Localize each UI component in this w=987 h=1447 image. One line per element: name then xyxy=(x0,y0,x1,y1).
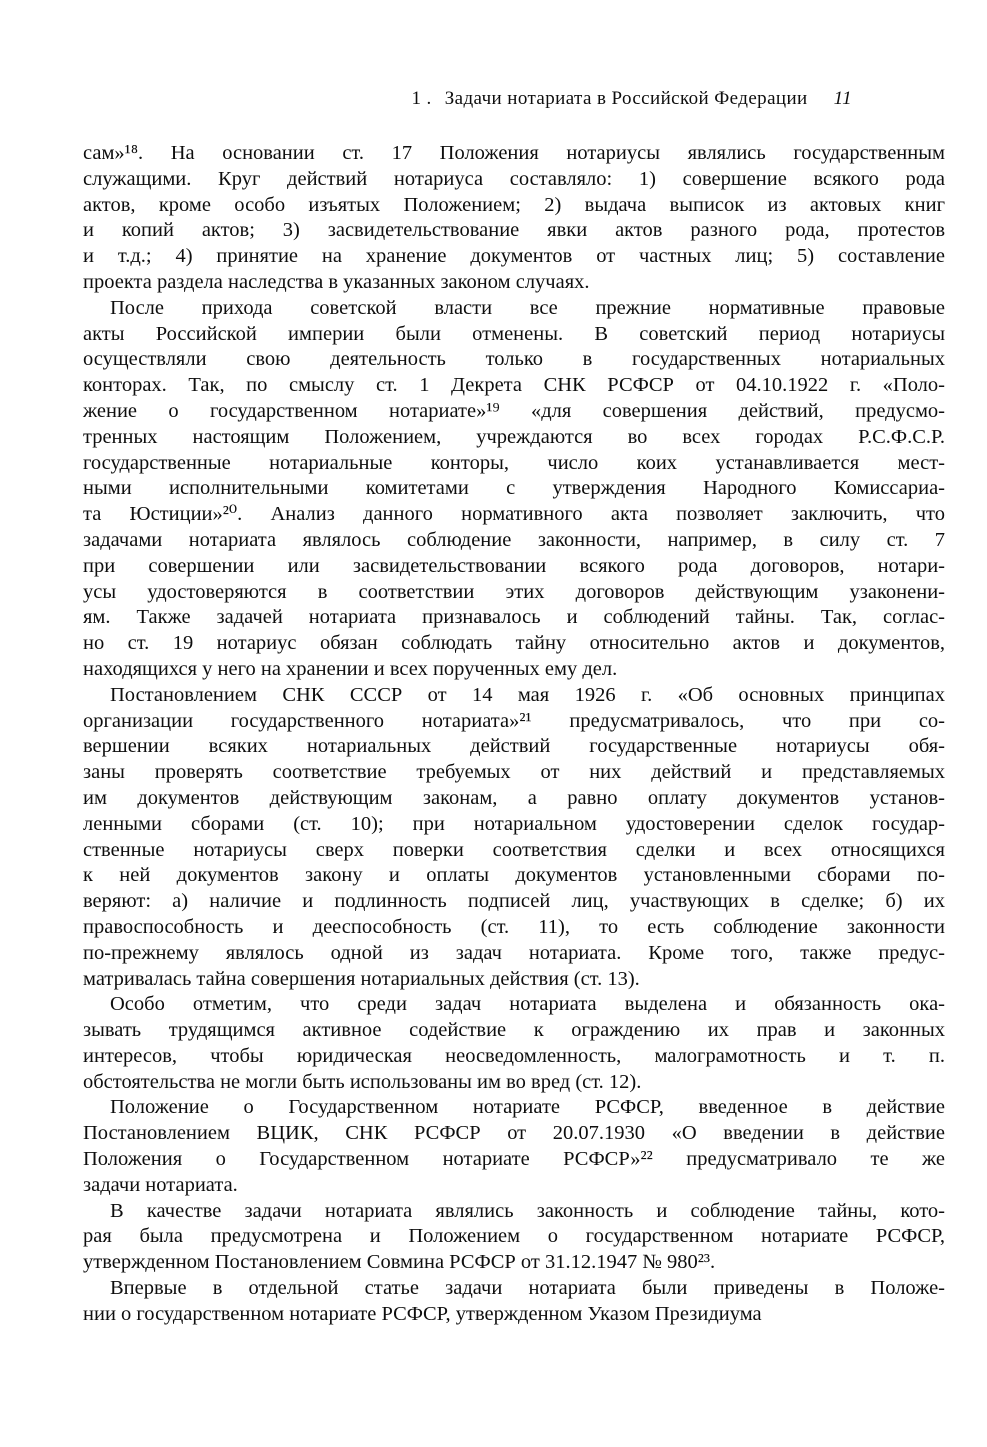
text-line: рая была предусмотрена и Положением о государственном нотариате РСФСР, xyxy=(83,1225,945,1248)
chapter-number: 1 . xyxy=(411,88,432,109)
text-line: им документов действующим законам, а равно оплату документов установ- xyxy=(83,786,945,809)
text-line: зывать трудящимся активное содействие к ограждению их прав и законных xyxy=(83,1019,945,1042)
text-line: заны проверять соответствие требуемых от них действий и представляемых xyxy=(83,761,945,784)
text-line: по-прежнему являлось одной из задач нотариата. Кроме того, также предус- xyxy=(83,941,945,964)
text-line: и т.д.; 4) принятие на хранение документов от частных лиц; 5) составление xyxy=(83,245,945,268)
page-body xyxy=(83,141,945,1328)
page-number: 11 xyxy=(833,88,852,109)
text-line: ям. Также задачей нотариата признавалось и соблюдений тайны. Так, соглас- xyxy=(83,606,945,629)
text-line: жение о государственном нотариате»¹⁹ «для совершения действий, предусмо- xyxy=(83,399,945,422)
text-line: проекта раздела наследства в указанных законом случаях. xyxy=(83,270,590,293)
text-line: После прихода советской власти все прежние нормативные правовые xyxy=(110,296,945,319)
text-line: В качестве задачи нотариата являлись законность и соблюдение тайны, кото- xyxy=(110,1199,945,1222)
text-line: но ст. 19 нотариус обязан соблюдать тайну относительно актов и документов, xyxy=(83,632,945,655)
text-line: Постановлением СНК СССР от 14 мая 1926 г. «Об основных принципах xyxy=(110,683,945,706)
text-line: та Юстиции»²⁰. Анализ данного нормативного акта позволяет заключить, что xyxy=(83,503,945,526)
chapter-title: Задачи нотариата в Российской Федерации xyxy=(444,88,808,109)
text-line: матривалась тайна совершения нотариальных действия (ст. 13). xyxy=(83,967,640,990)
text-line: ленными сборами (ст. 10); при нотариальном удостоверении сделок государ- xyxy=(83,812,945,835)
text-line: тренных настоящим Положением, учреждаются во всех городах Р.С.Ф.С.Р. xyxy=(83,425,945,448)
text-line: интересов, чтобы юридическая неосведомленность, малограмотность и т. п. xyxy=(83,1044,945,1067)
text-line: Положение о Государственном нотариате РСФСР, введенное в действие xyxy=(110,1096,945,1119)
text-line: ственные нотариусы сверх поверки соответствия сделки и всех относящихся xyxy=(83,838,945,861)
text-line: находящихся у него на хранении и всех порученных ему дел. xyxy=(83,657,618,680)
text-line: нии о государственном нотариате РСФСР, утвержденном Указом Президиума xyxy=(83,1302,762,1325)
text-line: правоспособность и дееспособность (ст. 11), то есть соблюдение законности xyxy=(83,915,945,938)
text-line: задачи нотариата. xyxy=(83,1173,238,1196)
text-line: конторах. Так, по смыслу ст. 1 Декрета СНК РСФСР от 04.10.1922 г. «Поло- xyxy=(83,374,945,397)
text-line: организации государственного нотариата»²¹ предусматривалось, что при со- xyxy=(83,709,945,732)
text-line: задачами нотариата являлось соблюдение законности, например, в силу ст. 7 xyxy=(83,528,945,551)
text-line: акты Российской империи были отменены. В советский период нотариусы xyxy=(83,322,945,345)
text-line: служащими. Круг действий нотариуса составляло: 1) совершение всякого рода xyxy=(83,167,945,190)
text-line: усы удостоверяются в соответствии этих договоров действующим узаконени- xyxy=(83,580,945,603)
text-line: осуществляли свою деятельность только в государственных нотариальных xyxy=(83,348,945,371)
text-line: вершении всяких нотариальных действий государственные нотариусы обя- xyxy=(83,735,945,758)
text-line: сам»¹⁸. На основании ст. 17 Положения нотариусы являлись государственным xyxy=(83,142,945,164)
text-line: Положения о Государственном нотариате РСФСР»²² предусматривало те же xyxy=(83,1148,945,1171)
running-head xyxy=(83,88,945,110)
text-line: Постановлением ВЦИК, СНК РСФСР от 20.07.1930 «О введении в действие xyxy=(83,1122,945,1145)
text-line: государственные нотариальные конторы, число коих устанавливается мест- xyxy=(83,451,945,474)
text-line: Особо отметим, что среди задач нотариата выделена и обязанность ока- xyxy=(110,993,945,1016)
text-line: обстоятельства не могли быть использованы им во вред (ст. 12). xyxy=(83,1070,642,1093)
text-line: при совершении или засвидетельствовании всякого рода договоров, нотари- xyxy=(83,554,945,577)
text-line: Впервые в отдельной статье задачи нотариата были приведены в Положе- xyxy=(110,1277,945,1300)
text-line: утвержденном Постановлением Совмина РСФСР от 31.12.1947 № 980²³. xyxy=(83,1251,716,1274)
text-line: веряют: а) наличие и подлинность подписей лиц, участвующих в сделке; б) их xyxy=(83,890,945,913)
text-line: и копий актов; 3) засвидетельствование явки актов разного рода, протестов xyxy=(83,219,945,242)
text-line: ными исполнительными комитетами с утверждения Народного Комиссариа- xyxy=(83,477,945,500)
text-line: к ней документов закону и оплаты документов установленными сборами по- xyxy=(83,864,945,887)
text-line: актов, кроме особо изъятых Положением; 2) выдача выписок из актовых книг xyxy=(83,193,945,216)
